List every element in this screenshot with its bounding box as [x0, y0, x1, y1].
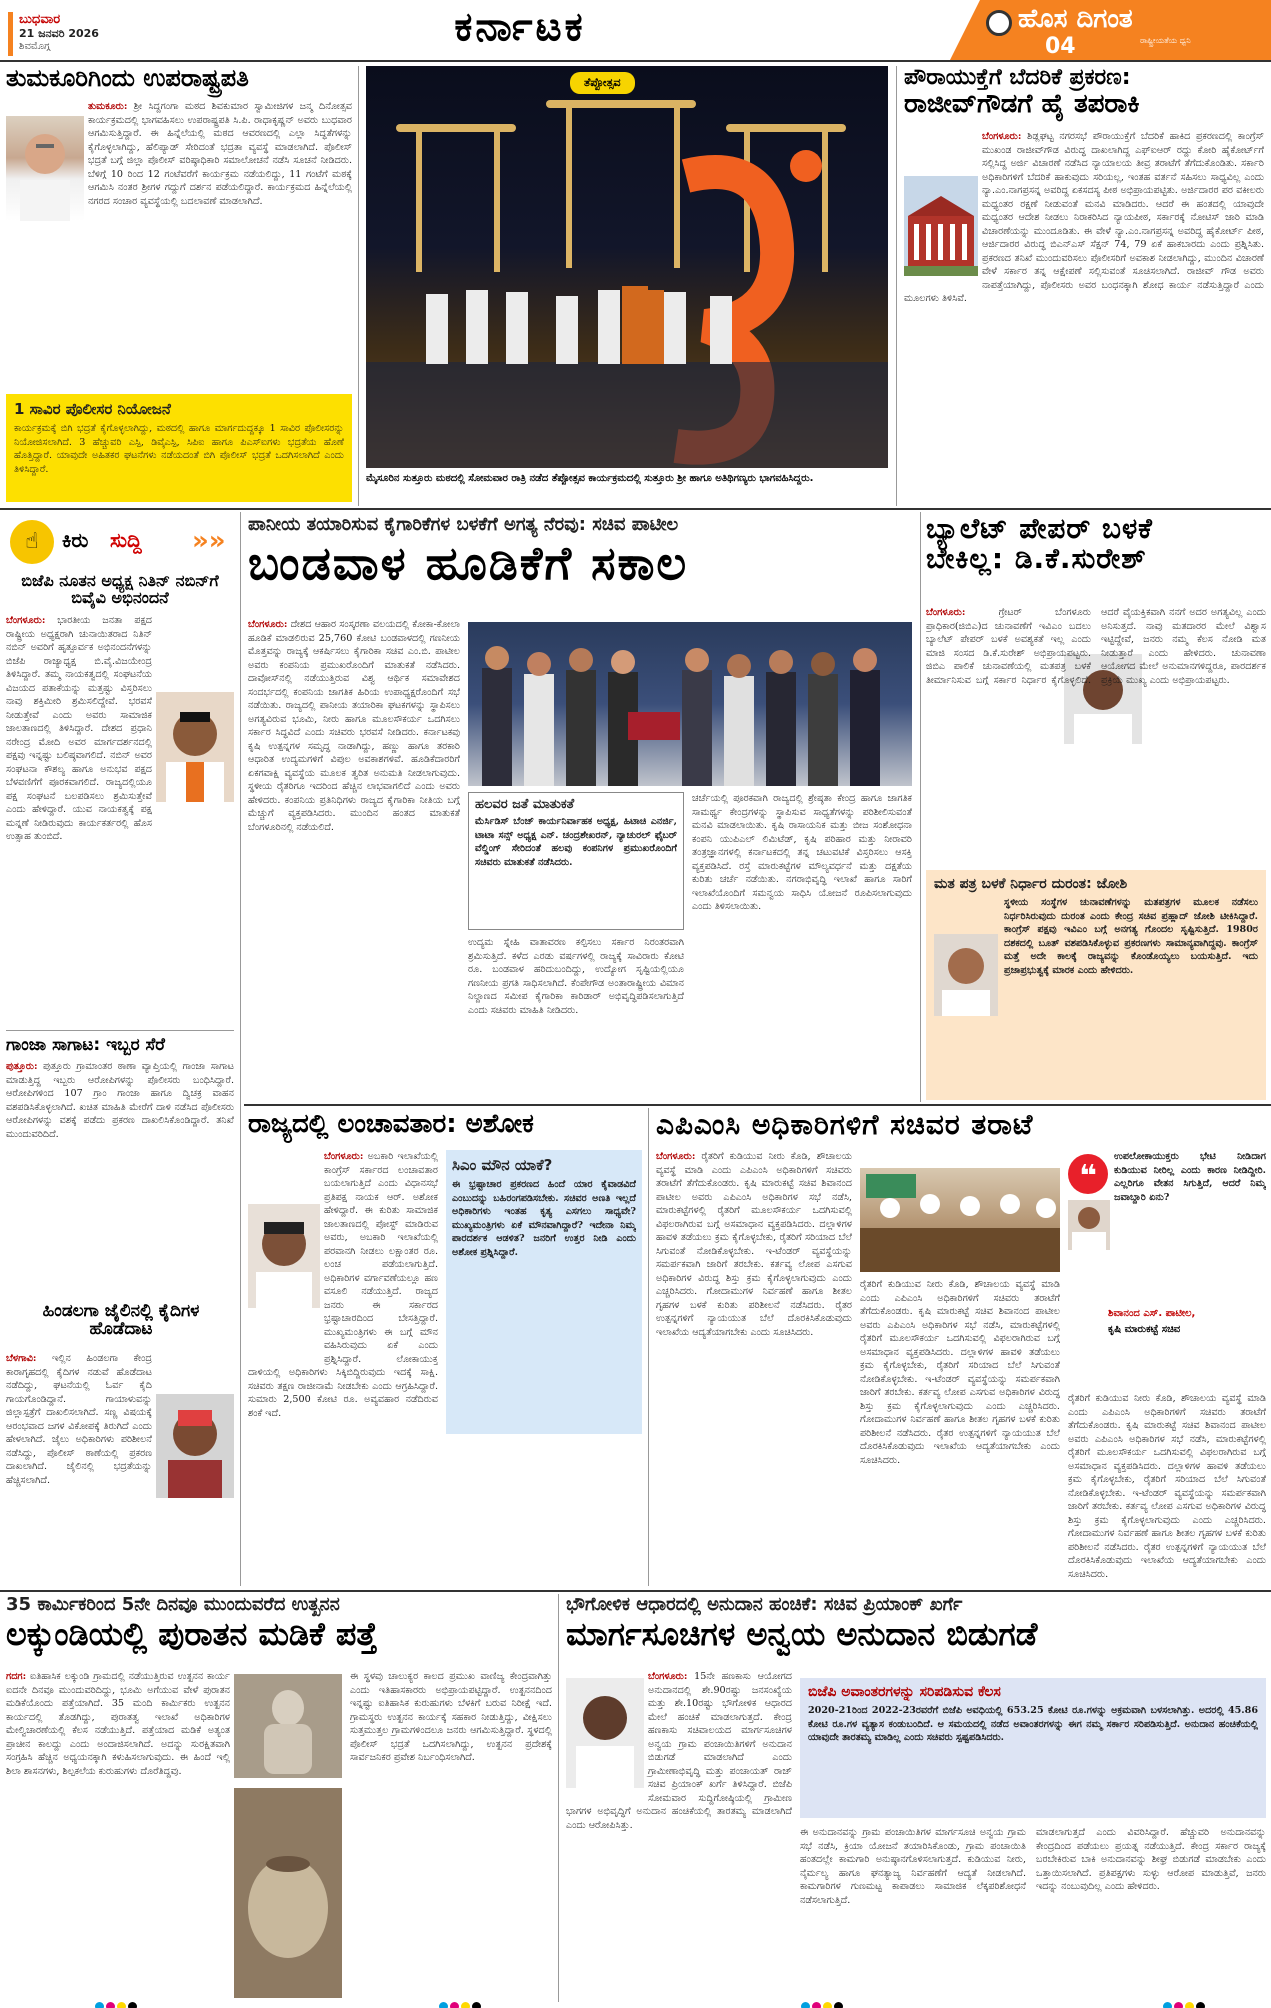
- registration-dots: [94, 1996, 138, 2008]
- registration-dots: [438, 1996, 482, 2008]
- dateline: ಬೆಂಗಳೂರು:: [656, 1151, 696, 1162]
- body-text: ಅಬಕಾರಿ ಇಲಾಖೆಯಲ್ಲಿ ಕಾಂಗ್ರೆಸ್ ಸರ್ಕಾರದ ಲಂಚಾವತಾರ ಬಯಲಾಗುತ್ತಿದೆ ಎಂದು ವಿಧಾನಸಭೆ ಪ್ರತಿಪಕ್ಷ ನಾಯಕ ಆರ್. ಅಶೋಕ ಹೇಳಿದ್ದಾರೆ. ಈ ಕುರಿತು ಸಾಮಾಜಿಕ ಜಾಲತಾಣದಲ್ಲಿ ಪೋಸ್ಟ್ ಮಾಡಿರುವ ಅವರು, ಅಬಕಾರಿ ಇಲಾಖೆಯಲ್ಲಿ ಪರವಾನಗಿ ನೀಡಲು ಲಕ್ಷಾಂತರ ರೂ. ಲಂಚ ಪಡೆಯಲಾಗುತ್ತಿದೆ. ಅಧಿಕಾರಿಗಳ ವರ್ಗಾವಣೆಯಲ್ಲೂ ಹಣ ವಸೂಲಿ ನಡೆಯುತ್ತಿದೆ. ರಾಜ್ಯದ ಜನರು ಈ ಸರ್ಕಾರದ ಭ್ರಷ್ಟಾಚಾರದಿಂದ ಬೇಸತ್ತಿದ್ದಾರೆ. ಮುಖ್ಯಮಂತ್ರಿಗಳು ಈ ಬಗ್ಗೆ ಮೌನ ವಹಿಸಿರುವುದು ಏಕೆ ಎಂದು ಪ್ರಶ್ನಿಸಿದ್ದಾರೆ. ಲೋಕಾಯುಕ್ತ ದಾಳಿಯಲ್ಲಿ ಅಧಿಕಾರಿಗಳು ಸಿಕ್ಕಿಬಿದ್ದಿರುವುದು ಇದಕ್ಕೆ ಸಾಕ್ಷಿ. ಸಚಿವರು ತಕ್ಷಣ ರಾಜೀನಾಮೆ ನೀಡಬೇಕು ಎಂದು ಆಗ್ರಹಿಸಿದ್ದಾರೆ. ಸುಮಾರು 2,500 ಕೋಟಿ ರೂ. ಅವ್ಯವಹಾರ ನಡೆದಿರುವ ಶಂಕೆ ಇದೆ.: [248, 1151, 438, 1419]
- article-body-col1: [6, 1670, 230, 2000]
- headline: ತುಮಕೂರಿಗಿಂದು ಉಪರಾಷ್ಟ್ರಪತಿ: [6, 64, 249, 92]
- article-body-col3: ಮಾಡಲಾಗುತ್ತದೆ ಎಂದು ವಿವರಿಸಿದ್ದಾರೆ. ಹೆಚ್ಚುವರಿ ಅನುದಾನವನ್ನು ಕೇಂದ್ರದಿಂದ ಪಡೆಯಲು ಪ್ರಯತ್ನ ನಡೆಯುತ್ತಿದೆ. ಕೇಂದ್ರ ಸರ್ಕಾರ ರಾಜ್ಯಕ್ಕೆ ಬರಬೇಕಿರುವ ಬಾಕಿ ಅನುದಾನವನ್ನು ಶೀಘ್ರ ಬಿಡುಗಡೆ ಮಾಡಬೇಕು ಎಂದು ಒತ್ತಾಯಿಸಲಾಗಿದೆ. ಪ್ರತಿಪಕ್ಷಗಳು ಸುಳ್ಳು ಆರೋಪ ಮಾಡುತ್ತಿವೆ, ಜನರು ಇದನ್ನು ನಂಬುವುದಿಲ್ಲ ಎಂದು ಹೇಳಿದರು.: [1036, 1827, 1266, 1892]
- article-body: [6, 100, 352, 390]
- apmc-meeting-photo: [860, 1168, 1060, 1272]
- article-lakkundi: [6, 1594, 552, 2002]
- paper-tagline: ರಾಷ್ಟ್ರೀಯತೆಯ ಧ್ವನಿ: [1140, 36, 1191, 45]
- day-label: ಬುಧವಾರ: [19, 12, 61, 27]
- photo-caption: ಮೈಸೂರಿನ ಸುತ್ತೂರು ಮಠದಲ್ಲಿ ಸೋಮವಾರ ರಾತ್ರಿ ನಡೆದ ತೆಪ್ಪೋತ್ಸವ ಕಾರ್ಯಕ್ರಮದಲ್ಲಿ ಸುತ್ತೂರು ಶ್ರೀ ಹಾಗೂ ಅತಿಥಿಗಣ್ಯರು ಭಾಗವಹಿಸಿದ್ದರು.: [366, 473, 814, 484]
- body-text: ಇಲ್ಲಿನ ಹಿಂಡಲಗಾ ಕೇಂದ್ರ ಕಾರಾಗೃಹದಲ್ಲಿ ಕೈದಿಗಳ ನಡುವೆ ಹೊಡೆದಾಟ ನಡೆದಿದ್ದು, ಘಟನೆಯಲ್ಲಿ ಓರ್ವ ಕೈದಿ ಗಾಯಗೊಂಡಿದ್ದಾನೆ. ಗಾಯಾಳುವನ್ನು ಜಿಲ್ಲಾಸ್ಪತ್ರೆಗೆ ದಾಖಲಿಸಲಾಗಿದೆ. ಸಣ್ಣ ವಿಷಯಕ್ಕೆ ಆರಂಭವಾದ ಜಗಳ ವಿಕೋಪಕ್ಕೆ ತಿರುಗಿದೆ ಎಂದು ಹೇಳಲಾಗಿದೆ. ಜೈಲು ಅಧಿಕಾರಿಗಳು ಪರಿಶೀಲನೆ ನಡೆಸಿದ್ದು, ಪೊಲೀಸ್ ಠಾಣೆಯಲ್ಲಿ ಪ್ರಕರಣ ದಾಖಲಾಗಿದೆ. ಜೈಲಿನಲ್ಲಿ ಭದ್ರತೆಯನ್ನು ಹೆಚ್ಚಿಸಲಾಗಿದೆ.: [6, 1353, 152, 1486]
- excavation-pot-photo: [234, 1788, 342, 1998]
- kicker: ಪಾನೀಯ ತಯಾರಿಸುವ ಕೈಗಾರಿಕೆಗಳ ಬಳಕೆಗೆ ಅಗತ್ಯ ನೆರವು: ಸಚಿವ ಪಾಟೀಲ: [248, 514, 679, 535]
- registration-dots: [1162, 1996, 1206, 2008]
- dateline: ಬೆಂಗಳೂರು:: [248, 619, 288, 630]
- sculpture-icon: [234, 1674, 342, 1778]
- box-text: ಈ ಭ್ರಷ್ಟಾಚಾರ ಪ್ರಕರಣದ ಹಿಂದೆ ಯಾರ ಕೈವಾಡವಿದೆ ಎಂಬುದನ್ನು ಬಹಿರಂಗಪಡಿಸಬೇಕು. ಸಚಿವರ ಅಣತಿ ಇಲ್ಲದೆ ಅಧಿಕಾರಿಗಳು ಇಂತಹ ಕೃತ್ಯ ಎಸಗಲು ಸಾಧ್ಯವೇ? ಮುಖ್ಯಮಂತ್ರಿಗಳು ಏಕೆ ಮೌನವಾಗಿದ್ದಾರೆ? ಇದೇನಾ ನಿಮ್ಮ ಪಾರದರ್ಶಕ ಆಡಳಿತ? ಜನರಿಗೆ ಉತ್ತರ ನೀಡಿ ಎಂದು ಅಶೋಕ ಪ್ರಶ್ನಿಸಿದ್ದಾರೆ.: [452, 1179, 636, 1258]
- article-body-col1: [248, 618, 460, 1100]
- chevrons-icon: »»: [192, 526, 226, 556]
- article-body: [248, 1150, 438, 1586]
- box-body-text: ಸ್ಥಳೀಯ ಸಂಸ್ಥೆಗಳ ಚುನಾವಣೆಗಳನ್ನು ಮತಪತ್ರಗಳ ಮೂಲಕ ನಡೆಸಲು ನಿರ್ಧರಿಸಿರುವುದು ದುರಂತ ಎಂದು ಕೇಂದ್ರ ಸಚಿವ ಪ್ರಹ್ಲಾದ್ ಜೋಶಿ ಟೀಕಿಸಿದ್ದಾರೆ. ಕಾಂಗ್ರೆಸ್ ಪಕ್ಷವು ಇವಿಎಂ ಬಗ್ಗೆ ಅನಗತ್ಯ ಗೊಂದಲ ಸೃಷ್ಟಿಸುತ್ತಿದೆ. 1980ರ ದಶಕದಲ್ಲಿ ಬೂತ್ ವಶಪಡಿಸಿಕೊಳ್ಳುವ ಪ್ರಕರಣಗಳು ಸಾಮಾನ್ಯವಾಗಿದ್ದವು. ಕಾಂಗ್ರೆಸ್ ಮತ್ತೆ ಅದೇ ಕಾಲಕ್ಕೆ ರಾಜ್ಯವನ್ನು ಕೊಂಡೊಯ್ಯಲು ಬಯಸುತ್ತಿದೆ. ಇದು ಪ್ರಜಾಪ್ರಭುತ್ವಕ್ಕೆ ಮಾರಕ ಎಂದು ಹೇಳಿದರು.: [1004, 897, 1258, 976]
- headline: ಲಕ್ಕುಂಡಿಯಲ್ಲಿ ಪುರಾತನ ಮಡಿಕೆ ಪತ್ತೆ: [6, 1615, 378, 1653]
- dateline: ಬೆಳಗಾವಿ:: [6, 1353, 37, 1364]
- police-box: [6, 394, 352, 502]
- box-title: ಬಿಜೆಪಿ ಅವಾಂತರಗಳನ್ನು ಸರಿಪಡಿಸುವ ಕೆಲಸ: [808, 1684, 1001, 1700]
- pointing-hand-icon: ☝: [10, 520, 54, 564]
- body-text: ರೈತರಿಗೆ ಕುಡಿಯುವ ನೀರು ಕೊಡಿ, ಶೌಚಾಲಯ ವ್ಯವಸ್ಥೆ ಮಾಡಿ ಎಂದು ಎಪಿಎಂಸಿ ಅಧಿಕಾರಿಗಳಿಗೆ ಸಚಿವರು ತರಾಟೆಗೆ ತೆಗೆದುಕೊಂಡರು. ಕೃಷಿ ಮಾರುಕಟ್ಟೆ ಸಚಿವ ಶಿವಾನಂದ ಪಾಟೀಲ ಅವರು ಎಪಿಎಂಸಿ ಅಧಿಕಾರಿಗಳ ಸಭೆ ನಡೆಸಿ, ಮಾರುಕಟ್ಟೆಗಳಲ್ಲಿ ರೈತರಿಗೆ ಮೂಲಸೌಕರ್ಯ ಒದಗಿಸುವಲ್ಲಿ ವಿಫಲರಾಗಿರುವ ಬಗ್ಗೆ ಅಸಮಾಧಾನ ವ್ಯಕ್ತಪಡಿಸಿದರು. ದಲ್ಲಾಳಿಗಳ ಹಾವಳಿ ತಡೆಯಲು ಕ್ರಮ ಕೈಗೊಳ್ಳಬೇಕು, ರೈತರಿಗೆ ಸರಿಯಾದ ಬೆಲೆ ಸಿಗುವಂತೆ ನೋಡಿಕೊಳ್ಳಬೇಕು. ಇ-ಟೆಂಡರ್ ವ್ಯವಸ್ಥೆಯನ್ನು ಸಮರ್ಪಕವಾಗಿ ಜಾರಿಗೆ ತರಬೇಕು. ಕರ್ತವ್ಯ ಲೋಪ ಎಸಗುವ ಅಧಿಕಾರಿಗಳ ವಿರುದ್ಧ ಶಿಸ್ತು ಕ್ರಮ ಕೈಗೊಳ್ಳಲಾಗುವುದು ಎಂದು ಎಚ್ಚರಿಸಿದರು. ಗೋದಾಮುಗಳ ನಿರ್ವಹಣೆ ಹಾಗೂ ಶೀತಲ ಗೃಹಗಳ ಬಳಕೆ ಕುರಿತು ಪರಿಶೀಲನೆ ನಡೆಸಿದರು. ರೈತರ ಉತ್ಪನ್ನಗಳಿಗೆ ನ್ಯಾಯಯುತ ಬೆಲೆ ದೊರಕಿಸಿಕೊಡುವುದು ಇಲಾಖೆಯ ಆದ್ಯತೆಯಾಗಬೇಕು ಎಂದು ಸೂಚಿಸಿದರು.: [656, 1151, 852, 1338]
- dateline: ಗದಗ:: [6, 1671, 27, 1682]
- kiru-suddi-banner: [6, 520, 234, 564]
- person-icon: [1068, 1200, 1110, 1250]
- headline-line1: ಪೌರಾಯುಕ್ತೆಗೆ ಬೆದರಿಕೆ ಪ್ರಕರಣ:: [904, 65, 1131, 90]
- brief-headline-3: ಹಿಂಡಲಗಾ ಜೈಲಿನಲ್ಲಿ ಕೈದಿಗಳ ಹೊಡೆದಾಟ: [42, 1301, 200, 1340]
- box-title: ಮತ ಪತ್ರ ಬಳಕೆ ನಿರ್ಧಾರ ದುರಂತ: ಜೋಶಿ: [934, 876, 1128, 892]
- box-title: ಸಿಎಂ ಮೌನ ಯಾಕೆ?: [452, 1156, 553, 1174]
- page-number: 04: [1045, 34, 1076, 59]
- body-text: ಭಾರತೀಯ ಜನತಾ ಪಕ್ಷದ ರಾಷ್ಟ್ರೀಯ ಅಧ್ಯಕ್ಷರಾಗಿ ಚುನಾಯಿತರಾದ ನಿತಿನ್ ನಬಿನ್ ಅವರಿಗೆ ಹೃತ್ಪೂರ್ವಕ ಅಭಿನಂದನೆಗಳನ್ನು ಬಿಜೆಪಿ ರಾಜ್ಯಾಧ್ಯಕ್ಷ ಬಿ.ವೈ.ವಿಜಯೇಂದ್ರ ತಿಳಿಸಿದ್ದಾರೆ. ತಮ್ಮ ನಾಯಕತ್ವದಲ್ಲಿ ಸಂಘಟನೆಯ ವಿಜಯದ ಪತಾಕೆಯನ್ನು ಮತ್ತಷ್ಟು ವಿಸ್ತರಿಸಲು ನಾವು ಶಕ್ತಿಮೀರಿ ಶ್ರಮಿಸಲಿದ್ದೇವೆ. ಭರವಸೆ ನೀಡುತ್ತೇವೆ ಎಂದು ಅವರು ಸಾಮಾಜಿಕ ಜಾಲತಾಣದಲ್ಲಿ ತಿಳಿಸಿದ್ದಾರೆ. ದೇಶದ ಪ್ರಧಾನಿ ನರೇಂದ್ರ ಮೋದಿ ಅವರ ಮಾರ್ಗದರ್ಶನದಲ್ಲಿ ಪಕ್ಷವು ಇನ್ನಷ್ಟು ಬಲಿಷ್ಠವಾಗಲಿದೆ. ನಬಿನ್ ಅವರ ಸಂಘಟನಾ ಕೌಶಲ್ಯ ಹಾಗೂ ಅನುಭವ ಪಕ್ಷದ ಬೆಳವಣಿಗೆಗೆ ಪೂರಕವಾಗಲಿದೆ. ರಾಜ್ಯದಲ್ಲಿಯೂ ಪಕ್ಷ ಸಂಘಟನೆ ಬಲಪಡಿಸಲು ಶ್ರಮಿಸುತ್ತೇವೆ ಎಂದು ಹೇಳಿದ್ದಾರೆ. ಯುವ ನಾಯಕತ್ವಕ್ಕೆ ಪಕ್ಷ ಮನ್ನಣೆ ನೀಡಿರುವುದು ಕಾರ್ಯಕರ್ತರಲ್ಲಿ ಹೊಸ ಉತ್ಸಾಹ ತುಂಬಿದೆ.: [6, 615, 152, 842]
- article-body-col1: [566, 1670, 792, 2000]
- pralhad-joshi-photo: [934, 934, 998, 1016]
- body-text: ಶ್ರೀ ಸಿದ್ದಗಂಗಾ ಮಠದ ಶಿವಕುಮಾರ ಸ್ವಾಮೀಜಿಗಳ ಜನ್ಮ ದಿನೋತ್ಸವ ಕಾರ್ಯಕ್ರಮದಲ್ಲಿ ಭಾಗವಹಿಸಲು ಉಪರಾಷ್ಟ್ರಪತಿ ಸಿ.ಪಿ. ರಾಧಾಕೃಷ್ಣನ್ ಅವರು ಬುಧವಾರ ಆಗಮಿಸುತ್ತಿದ್ದಾರೆ. ಈ ಹಿನ್ನೆಲೆಯಲ್ಲಿ ಮಠದ ಆವರಣದಲ್ಲಿ ಎಲ್ಲಾ ಸಿದ್ಧತೆಗಳನ್ನು ಕೈಗೊಳ್ಳಲಾಗಿದ್ದು, ಹೆಲಿಪ್ಯಾಡ್ ಸೇರಿದಂತೆ ಭದ್ರತಾ ವ್ಯವಸ್ಥೆ ಮಾಡಲಾಗಿದೆ. ಪೊಲೀಸ್ ಭದ್ರತೆ ಬಗ್ಗೆ ಜಿಲ್ಲಾ ಪೊಲೀಸ್ ವರಿಷ್ಠಾಧಿಕಾರಿ ಸಮಾಲೋಚನೆ ನಡೆಸಿ ಸೂಚನೆ ನೀಡಿದರು. ಬೆಳಿಗ್ಗೆ 10 ರಿಂದ 12 ಗಂಟೆವರೆಗೆ ಕಾರ್ಯಕ್ರಮ ನಡೆಯಲಿದ್ದು, 11 ಗಂಟೆಗೆ ಮಠಕ್ಕೆ ಆಗಮಿಸಿ ನಂತರ ಶ್ರೀಗಳ ಗದ್ದುಗೆ ದರ್ಶನ ಪಡೆಯಲಿದ್ದಾರೆ. ಕಾರ್ಯಕ್ರಮದ ಹಿನ್ನೆಲೆಯಲ್ಲಿ ನಗರದ ಸಂಚಾರ ವ್ಯವಸ್ಥೆಯಲ್ಲಿ ಬದಲಾವಣೆ ಮಾಡಲಾಗಿದೆ.: [88, 101, 352, 207]
- brief-body-3: [6, 1352, 234, 1584]
- article-body-col1: [656, 1150, 852, 1586]
- logo-emblem-icon: [986, 10, 1012, 36]
- bjp-box: [800, 1678, 1266, 1818]
- feature-badge: ತೆಪ್ಪೋತ್ಸವ: [570, 72, 635, 94]
- kicker: ಭೌಗೋಳಿಕ ಆಧಾರದಲ್ಲಿ ಅನುದಾನ ಹಂಚಿಕೆ: ಸಚಿವ ಪ್ರಿಯಾಂಕ್ ಖರ್ಗೆ: [566, 1594, 963, 1615]
- dateline: ಬೆಂಗಳೂರು:: [6, 615, 46, 626]
- box-title: 1 ಸಾವಿರ ಪೊಲೀಸರ ನಿಯೋಜನೆ: [14, 400, 171, 418]
- registration-dots: [800, 1996, 844, 2008]
- article-grant: [566, 1594, 1266, 2002]
- talks-box: [468, 792, 684, 930]
- davos-meeting-photo: [468, 622, 912, 786]
- quote-text: ಉಪಲೋಕಾಯುಕ್ತರು ಭೇಟಿ ನೀಡಿದಾಗ ಕುಡಿಯುವ ನೀರಿಲ್ಲ ಎಂದು ಕಾರಣ ನೀಡಿದ್ದೀರಿ. ಎಲ್ಲರಿಗೂ ವೇತನ ಸಿಗುತ್ತಿದೆ, ಆದರೆ ನಿಮ್ಮ ಜವಾಬ್ದಾರಿ ಏನು?: [1114, 1151, 1266, 1203]
- body-text: ಐತಿಹಾಸಿಕ ಲಕ್ಕುಂಡಿ ಗ್ರಾಮದಲ್ಲಿ ನಡೆಯುತ್ತಿರುವ ಉತ್ಖನನ ಕಾರ್ಯ ಐದನೇ ದಿನವೂ ಮುಂದುವರಿದಿದ್ದು, ಭೂಮಿ ಅಗೆಯುವ ವೇಳೆ ಪುರಾತನ ಮಡಿಕೆಯೊಂದು ಪತ್ತೆಯಾಗಿದೆ. 35 ಮಂದಿ ಕಾರ್ಮಿಕರು ಉತ್ಖನನ ಕಾರ್ಯದಲ್ಲಿ ತೊಡಗಿದ್ದು, ಪುರಾತತ್ವ ಇಲಾಖೆ ಅಧಿಕಾರಿಗಳ ಮೇಲ್ವಿಚಾರಣೆಯಲ್ಲಿ ಕೆಲಸ ನಡೆಯುತ್ತಿದೆ. ಪತ್ತೆಯಾದ ಮಡಿಕೆ ಅತ್ಯಂತ ಪ್ರಾಚೀನ ಕಾಲದ್ದು ಎಂದು ಅಂದಾಜಿಸಲಾಗಿದೆ. ಅದನ್ನು ಸುರಕ್ಷಿತವಾಗಿ ಸಂಗ್ರಹಿಸಿ ಹೆಚ್ಚಿನ ಅಧ್ಯಯನಕ್ಕಾಗಿ ಕಳುಹಿಸಲಾಗುವುದು. ಈ ಹಿಂದೆ ಇಲ್ಲಿ ಶಿಲಾ ಶಾಸನಗಳು, ಶಿಲ್ಪಕಲೆಯ ಕುರುಹುಗಳು ದೊರೆತಿದ್ದವು.: [6, 1671, 230, 1777]
- body-text: ದೇಶದ ಆಹಾರ ಸಂಸ್ಕರಣಾ ವಲಯದಲ್ಲಿ ಕೋಕಾ-ಕೋಲಾ ಹೂಡಿಕೆ ಮಾಡಲಿರುವ 25,760 ಕೋಟಿ ಬಂಡವಾಳದಲ್ಲಿ ಗಣನೀಯ ಮೊತ್ತವನ್ನು ರಾಜ್ಯಕ್ಕೆ ಆಕರ್ಷಿಸಲು ಕೈಗಾರಿಕಾ ಸಚಿವ ಎಂ.ಬಿ. ಪಾಟೀಲ ಅವರು ಕಂಪನಿಯ ಪ್ರಮುಖರೊಂದಿಗೆ ಮಾತುಕತೆ ನಡೆಸಿದರು. ದಾವೋಸ್‌ನಲ್ಲಿ ನಡೆಯುತ್ತಿರುವ ವಿಶ್ವ ಆರ್ಥಿಕ ಸಮಾವೇಶದ ಸಂದರ್ಭದಲ್ಲಿ ಕಂಪನಿಯ ಜಾಗತಿಕ ಹಿರಿಯ ಉಪಾಧ್ಯಕ್ಷರೊಂದಿಗೆ ಸಭೆ ನಡೆಯಿತು. ರಾಜ್ಯದಲ್ಲಿ ಪಾನೀಯ ತಯಾರಿಕಾ ಘಟಕಗಳನ್ನು ಸ್ಥಾಪಿಸಲು ಅಗತ್ಯವಿರುವ ಭೂಮಿ, ನೀರು ಹಾಗೂ ಮೂಲಸೌಕರ್ಯ ಒದಗಿಸಲು ಸರ್ಕಾರ ಸಿದ್ಧವಿದೆ ಎಂದು ಸಚಿವರು ಭರವಸೆ ನೀಡಿದರು. ಕರ್ನಾಟಕವು ಕೃಷಿ ಉತ್ಪನ್ನಗಳ ಸಮೃದ್ಧ ನಾಡಾಗಿದ್ದು, ಹಣ್ಣು ಹಾಗೂ ತರಕಾರಿ ಆಧಾರಿತ ಉದ್ಯಮಗಳಿಗೆ ವಿಪುಲ ಅವಕಾಶಗಳಿವೆ. ಹೂಡಿಕೆದಾರರಿಗೆ ಏಕಗವಾಕ್ಷಿ ವ್ಯವಸ್ಥೆಯ ಮೂಲಕ ತ್ವರಿತ ಅನುಮತಿ ನೀಡಲಾಗುವುದು. ಸ್ಥಳೀಯ ರೈತರಿಗೂ ಇದರಿಂದ ಹೆಚ್ಚಿನ ಲಾಭವಾಗಲಿದೆ ಎಂದು ಅವರು ಹೇಳಿದರು. ಕಂಪನಿಯ ಪ್ರತಿನಿಧಿಗಳು ರಾಜ್ಯದ ಕೈಗಾರಿಕಾ ನೀತಿಯ ಬಗ್ಗೆ ಮೆಚ್ಚುಗೆ ವ್ಯಕ್ತಪಡಿಸಿದರು. ಮುಂದಿನ ಹಂತದ ಮಾತುಕತೆ ಬೆಂಗಳೂರಿನಲ್ಲಿ ನಡೆಯಲಿದೆ.: [248, 619, 460, 833]
- article-body-col3: ರೈತರಿಗೆ ಕುಡಿಯುವ ನೀರು ಕೊಡಿ, ಶೌಚಾಲಯ ವ್ಯವಸ್ಥೆ ಮಾಡಿ ಎಂದು ಎಪಿಎಂಸಿ ಅಧಿಕಾರಿಗಳಿಗೆ ಸಚಿವರು ತರಾಟೆಗೆ ತೆಗೆದುಕೊಂಡರು. ಕೃಷಿ ಮಾರುಕಟ್ಟೆ ಸಚಿವ ಶಿವಾನಂದ ಪಾಟೀಲ ಅವರು ಎಪಿಎಂಸಿ ಅಧಿಕಾರಿಗಳ ಸಭೆ ನಡೆಸಿ, ಮಾರುಕಟ್ಟೆಗಳಲ್ಲಿ ರೈತರಿಗೆ ಮೂಲಸೌಕರ್ಯ ಒದಗಿಸುವಲ್ಲಿ ವಿಫಲರಾಗಿರುವ ಬಗ್ಗೆ ಅಸಮಾಧಾನ ವ್ಯಕ್ತಪಡಿಸಿದರು. ದಲ್ಲಾಳಿಗಳ ಹಾವಳಿ ತಡೆಯಲು ಕ್ರಮ ಕೈಗೊಳ್ಳಬೇಕು, ರೈತರಿಗೆ ಸರಿಯಾದ ಬೆಲೆ ಸಿಗುವಂತೆ ನೋಡಿಕೊಳ್ಳಬೇಕು. ಇ-ಟೆಂಡರ್ ವ್ಯವಸ್ಥೆಯನ್ನು ಸಮರ್ಪಕವಾಗಿ ಜಾರಿಗೆ ತರಬೇಕು. ಕರ್ತವ್ಯ ಲೋಪ ಎಸಗುವ ಅಧಿಕಾರಿಗಳ ವಿರುದ್ಧ ಶಿಸ್ತು ಕ್ರಮ ಕೈಗೊಳ್ಳಲಾಗುವುದು ಎಂದು ಎಚ್ಚರಿಸಿದರು. ಗೋದಾಮುಗಳ ನಿರ್ವಹಣೆ ಹಾಗೂ ಶೀತಲ ಗೃಹಗಳ ಬಳಕೆ ಕುರಿತು ಪರಿಶೀಲನೆ ನಡೆಸಿದರು. ರೈತರ ಉತ್ಪನ್ನಗಳಿಗೆ ನ್ಯಾಯಯುತ ಬೆಲೆ ದೊರಕಿಸಿಕೊಡುವುದು ಇಲಾಖೆಯ ಆದ್ಯತೆಯಾಗಬೇಕು ಎಂದು ಸೂಚಿಸಿದರು.: [1068, 1393, 1266, 1580]
- section-title: ಕರ್ನಾಟಕ: [454, 4, 586, 50]
- joshi-box: [926, 870, 1266, 1100]
- box-text: 2020-21ರಿಂದ 2022-23ರವರೆಗೆ ಬಿಜೆಪಿ ಅವಧಿಯಲ್ಲಿ 653.25 ಕೋಟಿ ರೂ.ಗಳನ್ನು ಅಕ್ರಮವಾಗಿ ಬಳಸಲಾಗಿತ್ತು. ಅದರಲ್ಲಿ 45.86 ಕೋಟಿ ರೂ.ಗಳ ವ್ಯತ್ಯಾಸ ಕಂಡುಬಂದಿದೆ. ಆ ಸಮಯದಲ್ಲಿ ನಡೆದ ಅವಾಂತರಗಳನ್ನು ಈಗ ನಮ್ಮ ಸರ್ಕಾರ ಸರಿಪಡಿಸುತ್ತಿದೆ. ಅನುದಾನ ಹಂಚಿಕೆಯಲ್ಲಿ ಯಾವುದೇ ತಾರತಮ್ಯ ಮಾಡಿಲ್ಲ ಎಂದು ಸಚಿವರು ಸ್ಪಷ್ಟಪಡಿಸಿದರು.: [808, 1705, 1258, 1743]
- brief-headline-2: ಗಾಂಜಾ ಸಾಗಾಟ: ಇಬ್ಬರ ಸೆರೆ: [6, 1035, 165, 1055]
- meeting-icon: [860, 1168, 1060, 1272]
- headline: ರಾಜ್ಯದಲ್ಲಿ ಲಂಚಾವತಾರ: ಅಶೋಕ: [248, 1109, 534, 1139]
- article-rajeev-gowda: [904, 66, 1264, 506]
- pot-icon: [234, 1788, 342, 1998]
- short-news-column: [6, 514, 234, 1588]
- headline: ಬಂಡವಾಳ ಹೂಡಿಕೆಗೆ ಸಕಾಲ: [248, 536, 689, 590]
- kicker: 35 ಕಾರ್ಮಿಕರಿಂದ 5ನೇ ದಿನವೂ ಮುಂದುವರೆದ ಉತ್ಖನನ: [6, 1594, 340, 1615]
- brief-body-1: [6, 614, 234, 1026]
- article-body-col2: ಉದ್ಯಮ ಸ್ನೇಹಿ ವಾತಾವರಣ ಕಲ್ಪಿಸಲು ಸರ್ಕಾರ ನಿರಂತರವಾಗಿ ಶ್ರಮಿಸುತ್ತಿದೆ. ಕಳೆದ ಎರಡು ವರ್ಷಗಳಲ್ಲಿ ರಾಜ್ಯಕ್ಕೆ ಸಾವಿರಾರು ಕೋಟಿ ರೂ. ಬಂಡವಾಳ ಹರಿದುಬಂದಿದ್ದು, ಉದ್ಯೋಗ ಸೃಷ್ಟಿಯಲ್ಲಿಯೂ ಗಣನೀಯ ಪ್ರಗತಿ ಸಾಧಿಸಲಾಗಿದೆ. ಕೆಂಪೇಗೌಡ ಅಂತಾರಾಷ್ಟ್ರೀಯ ವಿಮಾನ ನಿಲ್ದಾಣದ ಸಮೀಪ ಕೈಗಾರಿಕಾ ಕಾರಿಡಾರ್ ಅಭಿವೃದ್ಧಿಪಡಿಸಲಾಗುತ್ತಿದೆ ಎಂದು ಸಚಿವರು ಮಾಹಿತಿ ನೀಡಿದರು.: [468, 937, 684, 1016]
- masthead: [0, 0, 1271, 62]
- headline: ಮಾರ್ಗಸೂಚಿಗಳ ಅನ್ವಯ ಅನುದಾನ ಬಿಡುಗಡೆ: [566, 1615, 1038, 1653]
- person-icon: [934, 934, 998, 1016]
- dateline: ತುಮಕೂರು:: [88, 101, 128, 112]
- box-text: ಕಾರ್ಯಕ್ರಮಕ್ಕೆ ಬಿಗಿ ಭದ್ರತೆ ಕೈಗೊಳ್ಳಲಾಗಿದ್ದು, ಮಠದಲ್ಲಿ ಹಾಗೂ ಮಾರ್ಗದುದ್ದಕ್ಕೂ 1 ಸಾವಿರ ಪೊಲೀಸರನ್ನು ನಿಯೋಜಿಸಲಾಗಿದೆ. 3 ಹೆಚ್ಚುವರಿ ಎಸ್ಪಿ, ಡಿವೈಎಸ್ಪಿ, ಸಿಪಿಐ ಹಾಗೂ ಪಿಎಸ್ಐಗಳು ಭದ್ರತೆಯ ಹೊಣೆ ಹೊತ್ತಿದ್ದಾರೆ. ಯಾವುದೇ ಅಹಿತಕರ ಘಟನೆಗಳು ನಡೆಯದಂತೆ ಬಿಗಿ ಪೊಲೀಸ್ ಭದ್ರತೆ ಒದಗಿಸಲಾಗಿದೆ ಎಂದು ತಿಳಿಸಿದ್ದಾರೆ.: [14, 423, 344, 475]
- article-ballot-paper: [926, 514, 1266, 1102]
- dateline: ಬೆಂಗಳೂರು:: [324, 1151, 364, 1162]
- teppotsava-feature: [366, 66, 888, 506]
- date-block: [8, 12, 168, 56]
- quote-author: ಶಿವಾನಂದ ಎಸ್. ಪಾಟೀಲ,: [1108, 1308, 1196, 1319]
- article-body-col2: ಈ ಸ್ಥಳವು ಚಾಲುಕ್ಯರ ಕಾಲದ ಪ್ರಮುಖ ವಾಣಿಜ್ಯ ಕೇಂದ್ರವಾಗಿತ್ತು ಎಂದು ಇತಿಹಾಸಕಾರರು ಅಭಿಪ್ರಾಯಪಟ್ಟಿದ್ದಾರೆ. ಉತ್ಖನನದಿಂದ ಇನ್ನಷ್ಟು ಐತಿಹಾಸಿಕ ಕುರುಹುಗಳು ಬೆಳಕಿಗೆ ಬರುವ ನಿರೀಕ್ಷೆ ಇದೆ. ಗ್ರಾಮಸ್ಥರು ಉತ್ಖನನ ಕಾರ್ಯಕ್ಕೆ ಸಹಕಾರ ನೀಡುತ್ತಿದ್ದು, ವೀಕ್ಷಿಸಲು ಸುತ್ತಮುತ್ತಲ ಗ್ರಾಮಗಳಿಂದಲೂ ಜನರು ಆಗಮಿಸುತ್ತಿದ್ದಾರೆ. ಸ್ಥಳದಲ್ಲಿ ಪೊಲೀಸ್ ಭದ್ರತೆ ಒದಗಿಸಲಾಗಿದ್ದು, ಉತ್ಖನನ ಪ್ರದೇಶಕ್ಕೆ ಸಾರ್ವಜನಿಕರ ಪ್ರವೇಶ ನಿರ್ಬಂಧಿಸಲಾಗಿದೆ.: [350, 1671, 552, 1763]
- date-label: 21 ಜನವರಿ 2026: [19, 27, 99, 40]
- group-photo-icon: [468, 622, 912, 786]
- article-investment: [248, 514, 912, 1102]
- article-vice-president: [6, 66, 352, 506]
- body-text: ಗ್ರೇಟರ್ ಬೆಂಗಳೂರು ಪ್ರಾಧಿಕಾರ(ಜಿಬಿಎ)ದ ಚುನಾವಣೆಗೆ ಇವಿಎಂ ಬದಲು ಬ್ಯಾಲೆಟ್ ಪೇಪರ್ ಬಳಕೆ ಅವಶ್ಯಕತೆ ಇಲ್ಲ ಎಂದು ಮಾಜಿ ಸಂಸದ ಡಿ.ಕೆ.ಸುರೇಶ್ ಅಭಿಪ್ರಾಯಪಟ್ಟರು. ಜಿಬಿಎ ಪಾಲಿಕೆ ಚುನಾವಣೆಯಲ್ಲಿ ಮತಪತ್ರ ಬಳಕೆ ತೀರ್ಮಾನಿಸುವ ಬಗ್ಗೆ ಸರ್ಕಾರ ನಿರ್ಧಾರ ಕೈಗೊಳ್ಳಲಿದೆ. ಆದರೆ ವೈಯಕ್ತಿಕವಾಗಿ ನನಗೆ ಅದರ ಅಗತ್ಯವಿಲ್ಲ ಎಂದು ಅನಿಸುತ್ತದೆ. ನಾವು ಮತದಾರರ ಮೇಲೆ ವಿಶ್ವಾಸ ಇಟ್ಟಿದ್ದೇವೆ, ಜನರು ನಮ್ಮ ಕೆಲಸ ನೋಡಿ ಮತ ನೀಡುತ್ತಾರೆ ಎಂದು ಹೇಳಿದರು. ಚುನಾವಣಾ ಆಯೋಗದ ಮೇಲೆ ಅನುಮಾನಗಳಿದ್ದರೂ, ಪಾರದರ್ಶಕ ಪ್ರಕ್ರಿಯೆ ಮುಖ್ಯ ಎಂದು ಅಭಿಪ್ರಾಯಪಟ್ಟರು.: [926, 607, 1266, 686]
- headline-line1: ಬ್ಯಾಲೆಟ್ ಪೇಪರ್ ಬಳಕೆ: [926, 512, 1153, 545]
- place-label: ಶಿವಮೊಗ್ಗ: [19, 41, 51, 52]
- quote-role: ಕೃಷಿ ಮಾರುಕಟ್ಟೆ ಸಚಿವ: [1108, 1324, 1181, 1335]
- box-text: ಮೆರ್ಸಿಡಿಸ್ ಬೆಂಜ್ ಕಾರ್ಯನಿರ್ವಾಹಕ ಅಧ್ಯಕ್ಷ, ಹಿಟಾಚಿ ಎನರ್ಜಿ, ಟಾಟಾ ಸನ್ಸ್ ಅಧ್ಯಕ್ಷ ಎನ್. ಚಂದ್ರಶೇಖರನ್, ನ್ಯಾಚುರಲ್ ಫೈಬರ್ ವೆಲ್ಡಿಂಗ್ ಸೇರಿದಂತೆ ಹಲವು ಕಂಪನಿಗಳ ಪ್ರಮುಖರೊಂದಿಗೆ ಸಚಿವರು ಮಾತುಕತೆ ನಡೆಸಿದರು.: [475, 816, 677, 868]
- banner-label: ಕಿರು: [62, 528, 89, 552]
- article-body: [926, 606, 1266, 866]
- body-text: 15ನೇ ಹಣಕಾಸು ಆಯೋಗದ ಅನುದಾನದಲ್ಲಿ ಶೇ.90ರಷ್ಟು ಜನಸಂಖ್ಯೆಯ ಮತ್ತು ಶೇ.10ರಷ್ಟು ಭೌಗೋಳಿಕ ಆಧಾರದ ಮೇಲೆ ಹಂಚಿಕೆ ಮಾಡಲಾಗುತ್ತದೆ. ಕೇಂದ್ರ ಹಣಕಾಸು ಸಚಿವಾಲಯದ ಮಾರ್ಗಸೂಚಿಗಳ ಅನ್ವಯ ಗ್ರಾಮ ಪಂಚಾಯಿತಿಗಳಿಗೆ ಅನುದಾನ ಬಿಡುಗಡೆ ಮಾಡಲಾಗಿದೆ ಎಂದು ಗ್ರಾಮೀಣಾಭಿವೃದ್ಧಿ ಮತ್ತು ಪಂಚಾಯತ್ ರಾಜ್ ಸಚಿವ ಪ್ರಿಯಾಂಕ್ ಖರ್ಗೆ ತಿಳಿಸಿದ್ದಾರೆ. ಬಿಜೆಪಿ ಸೋಮವಾರ ಸುದ್ದಿಗೋಷ್ಠಿಯಲ್ಲಿ ಗ್ರಾಮೀಣ ಭಾಗಗಳ ಅಭಿವೃದ್ಧಿಗೆ ಅನುದಾನ ಹಂಚಿಕೆಯಲ್ಲಿ ತಾರತಮ್ಯ ಮಾಡಲಾಗಿದೆ ಎಂದು ಆರೋಪಿಸಿತ್ತು.: [566, 1671, 792, 1831]
- box-title: ಹಲವರ ಜತೆ ಮಾತುಕತೆ: [475, 797, 575, 812]
- shivananda-patil-photo: [1068, 1200, 1110, 1250]
- teppotsava-photo: [366, 66, 888, 468]
- cm-silence-box: [446, 1150, 642, 1434]
- dateline: ಬೆಂಗಳೂರು:: [982, 131, 1022, 142]
- body-text: ಪುತ್ತೂರು ಗ್ರಾಮಾಂತರ ಠಾಣಾ ವ್ಯಾಪ್ತಿಯಲ್ಲಿ ಗಾಂಜಾ ಸಾಗಾಟ ಮಾಡುತ್ತಿದ್ದ ಇಬ್ಬರು ಆರೋಪಿಗಳನ್ನು ಪೊಲೀಸರು ಬಂಧಿಸಿದ್ದಾರೆ. ಆರೋಪಿಗಳಿಂದ 107 ಗ್ರಾಂ ಗಾಂಜಾ ಹಾಗೂ ದ್ವಿಚಕ್ರ ವಾಹನ ವಶಪಡಿಸಿಕೊಳ್ಳಲಾಗಿದೆ. ಖಚಿತ ಮಾಹಿತಿ ಮೇರೆಗೆ ದಾಳಿ ನಡೆಸಿದ ಪೊಲೀಸರು ಆರೋಪಿಗಳನ್ನು ವಶಕ್ಕೆ ಪಡೆದು ಪ್ರಕರಣ ದಾಖಲಿಸಿಕೊಂಡಿದ್ದಾರೆ. ತನಿಖೆ ಮುಂದುವರಿದಿದೆ.: [6, 1061, 234, 1140]
- sculpture-photo: [234, 1674, 342, 1778]
- quote-icon: ❝: [1068, 1154, 1108, 1194]
- paper-name: ಹೊಸ ದಿಗಂತ: [1018, 4, 1133, 34]
- headline-line2: ಬೇಕಿಲ್ಲ: ಡಿ.ಕೆ.ಸುರೇಶ್: [926, 542, 1147, 576]
- banner-label-2: ಸುದ್ದಿ: [110, 528, 142, 552]
- article-body-col3: ಚರ್ಚೆಯಲ್ಲಿ ಪೂರಕವಾಗಿ ರಾಜ್ಯದಲ್ಲಿ ಶ್ರೇಷ್ಠತಾ ಕೇಂದ್ರ ಹಾಗೂ ಜಾಗತಿಕ ಸಾಮರ್ಥ್ಯ ಕೇಂದ್ರಗಳನ್ನು ಸ್ಥಾಪಿಸುವ ಸಾಧ್ಯತೆಗಳನ್ನು ಪರಿಶೀಲಿಸುವಂತೆ ಮನವಿ ಮಾಡಲಾಯಿತು. ಕೃಷಿ ರಾಸಾಯನಿಕ ಮತ್ತು ಬೀಜ ಸಂಶೋಧನಾ ಕಂಪನಿ ಯುಪಿಎಲ್ ಲಿಮಿಟೆಡ್, ಕೃಷಿ ಪರಿಹಾರ ಮತ್ತು ನೀರಾವರಿ ತಂತ್ರಜ್ಞಾನಗಳಲ್ಲಿ ಕರ್ನಾಟಕದಲ್ಲಿ ತನ್ನ ಚಟುವಟಿಕೆ ವಿಸ್ತರಿಸಲು ಆಸಕ್ತಿ ವ್ಯಕ್ತಪಡಿಸಿದೆ. ರಸ್ತೆ ಮಾರುಕಟ್ಟೆಗಳ ಮೌಲ್ಯವರ್ಧನೆ ಮತ್ತು ದಕ್ಷತೆಯ ಕುರಿತು ಚರ್ಚೆ ನಡೆಯಿತು. ನಗರಾಭಿವೃದ್ಧಿ ಇಲಾಖೆ ಹಾಗೂ ಸಾರಿಗೆ ಇಲಾಖೆಯೊಂದಿಗೆ ಸಮನ್ವಯ ಸಾಧಿಸಿ ಯೋಜನೆ ರೂಪಿಸಲಾಗುವುದು ಎಂದು ತಿಳಿಸಲಾಯಿತು.: [692, 793, 912, 912]
- headline-line2: ರಾಜೀವ್‌ಗೌಡಗೆ ಹೈ ತಪರಾಕಿ: [904, 88, 1140, 119]
- article-ashoka: [248, 1110, 642, 1588]
- paper-logo: [950, 0, 1271, 60]
- article-body: [904, 130, 1264, 504]
- headline: ಎಪಿಎಂಸಿ ಅಧಿಕಾರಿಗಳಿಗೆ ಸಚಿವರ ತರಾಟೆ: [656, 1108, 1034, 1141]
- dateline: ಬೆಂಗಳೂರು:: [926, 607, 966, 618]
- brief-headline-1: ಬಿಜೆಪಿ ನೂತನ ಅಧ್ಯಕ್ಷ ನಿತಿನ್ ನಬಿನ್‌ಗೆ ಬಿವೈವಿ ಅಭಿನಂದನೆ: [21, 571, 219, 608]
- minister-quote: [1068, 1150, 1266, 1386]
- dateline: ಬೆಂಗಳೂರು:: [648, 1671, 688, 1682]
- article-body-col2: ರೈತರಿಗೆ ಕುಡಿಯುವ ನೀರು ಕೊಡಿ, ಶೌಚಾಲಯ ವ್ಯವಸ್ಥೆ ಮಾಡಿ ಎಂದು ಎಪಿಎಂಸಿ ಅಧಿಕಾರಿಗಳಿಗೆ ಸಚಿವರು ತರಾಟೆಗೆ ತೆಗೆದುಕೊಂಡರು. ಕೃಷಿ ಮಾರುಕಟ್ಟೆ ಸಚಿವ ಶಿವಾನಂದ ಪಾಟೀಲ ಅವರು ಎಪಿಎಂಸಿ ಅಧಿಕಾರಿಗಳ ಸಭೆ ನಡೆಸಿ, ಮಾರುಕಟ್ಟೆಗಳಲ್ಲಿ ರೈತರಿಗೆ ಮೂಲಸೌಕರ್ಯ ಒದಗಿಸುವಲ್ಲಿ ವಿಫಲರಾಗಿರುವ ಬಗ್ಗೆ ಅಸಮಾಧಾನ ವ್ಯಕ್ತಪಡಿಸಿದರು. ದಲ್ಲಾಳಿಗಳ ಹಾವಳಿ ತಡೆಯಲು ಕ್ರಮ ಕೈಗೊಳ್ಳಬೇಕು, ರೈತರಿಗೆ ಸರಿಯಾದ ಬೆಲೆ ಸಿಗುವಂತೆ ನೋಡಿಕೊಳ್ಳಬೇಕು. ಇ-ಟೆಂಡರ್ ವ್ಯವಸ್ಥೆಯನ್ನು ಸಮರ್ಪಕವಾಗಿ ಜಾರಿಗೆ ತರಬೇಕು. ಕರ್ತವ್ಯ ಲೋಪ ಎಸಗುವ ಅಧಿಕಾರಿಗಳ ವಿರುದ್ಧ ಶಿಸ್ತು ಕ್ರಮ ಕೈಗೊಳ್ಳಲಾಗುವುದು ಎಂದು ಎಚ್ಚರಿಸಿದರು. ಗೋದಾಮುಗಳ ನಿರ್ವಹಣೆ ಹಾಗೂ ಶೀತಲ ಗೃಹಗಳ ಬಳಕೆ ಕುರಿತು ಪರಿಶೀಲನೆ ನಡೆಸಿದರು. ರೈತರ ಉತ್ಪನ್ನಗಳಿಗೆ ನ್ಯಾಯಯುತ ಬೆಲೆ ದೊರಕಿಸಿಕೊಡುವುದು ಇಲಾಖೆಯ ಆದ್ಯತೆಯಾಗಬೇಕು ಎಂದು ಸೂಚಿಸಿದರು.: [860, 1279, 1060, 1466]
- article-apmc: [656, 1110, 1266, 1588]
- article-body-col2: ಈ ಅನುದಾನವನ್ನು ಗ್ರಾಮ ಪಂಚಾಯಿತಿಗಳ ಮಾರ್ಗಸೂಚಿ ಅನ್ವಯ ಗ್ರಾಮ ಸಭೆ ನಡೆಸಿ, ಕ್ರಿಯಾ ಯೋಜನೆ ತಯಾರಿಸಿಕೊಂಡು, ಗ್ರಾಮ ಪಂಚಾಯಿತಿ ಹಂತದಲ್ಲೇ ಕಾಮಗಾರಿ ಅನುಷ್ಠಾನಗೊಳಿಸಲಾಗುತ್ತದೆ. ಕುಡಿಯುವ ನೀರು, ನೈರ್ಮಲ್ಯ ಹಾಗೂ ಘನತ್ಯಾಜ್ಯ ನಿರ್ವಹಣೆಗೆ ಆದ್ಯತೆ ನೀಡಲಾಗಿದೆ. ಕಾಮಗಾರಿಗಳ ಗುಣಮಟ್ಟ ಕಾಪಾಡಲು ಸಾಮಾಜಿಕ ಲೆಕ್ಕಪರಿಶೋಧನೆ ನಡೆಸಲಾಗುತ್ತಿದೆ.: [800, 1827, 1026, 1906]
- body-text: ಶಿಡ್ಲಘಟ್ಟ ನಗರಸಭೆ ಪೌರಾಯುಕ್ತೆಗೆ ಬೆದರಿಕೆ ಹಾಕಿದ ಪ್ರಕರಣದಲ್ಲಿ ಕಾಂಗ್ರೆಸ್ ಮುಖಂಡ ರಾಜೀವ್‌ಗೌಡ ವಿರುದ್ಧ ದಾಖಲಾಗಿದ್ದ ಎಫ್‌ಐಆರ್ ರದ್ದು ಕೋರಿ ಹೈಕೋರ್ಟ್‌ಗೆ ಸಲ್ಲಿಸಿದ್ದ ಅರ್ಜಿ ವಿಚಾರಣೆ ನಡೆಸಿದ ನ್ಯಾಯಾಲಯ ತೀವ್ರ ತರಾಟೆಗೆ ತೆಗೆದುಕೊಂಡಿತು. ಸರ್ಕಾರಿ ಅಧಿಕಾರಿಗಳಿಗೆ ಬೆದರಿಕೆ ಹಾಕುವುದು ಸರಿಯಲ್ಲ, ಇಂತಹ ವರ್ತನೆ ಸಹಿಸಲು ಸಾಧ್ಯವಿಲ್ಲ ಎಂದು ನ್ಯಾ.ಎಂ.ನಾಗಪ್ರಸನ್ನ ಅವರಿದ್ದ ಏಕಸದಸ್ಯ ಪೀಠ ಅಭಿಪ್ರಾಯಪಟ್ಟಿತು. ಅರ್ಜಿದಾರರ ಪರ ವಕೀಲರು ಮಧ್ಯಂತರ ರಕ್ಷಣೆ ನೀಡುವಂತೆ ಮನವಿ ಮಾಡಿದರು. ಆದರೆ ಈ ಹಂತದಲ್ಲಿ ಯಾವುದೇ ಮಧ್ಯಂತರ ಆದೇಶ ನೀಡಲು ನಿರಾಕರಿಸಿದ ನ್ಯಾಯಪೀಠ, ಸರ್ಕಾರಕ್ಕೆ ನೋಟಿಸ್ ಜಾರಿ ಮಾಡಿ ವಿಚಾರಣೆಯನ್ನು ಮುಂದೂಡಿತು. ಈ ವೇಳೆ ನ್ಯಾ.ಎಂ.ನಾಗಪ್ರಸನ್ನ ಅವರಿದ್ದ ಹೈಕೋರ್ಟ್ ಪೀಠ, ಆರ್ಜಿದಾರರ ವಿರುದ್ಧ ಬಿಎನ್‌ಎಸ್ ಸೆಕ್ಷನ್ 74, 79 ಏಕೆ ಹಾಕಬಾರದು ಎಂದು ಪ್ರಶ್ನಿಸಿತು. ಪ್ರಕರಣದ ತನಿಖೆ ಮುಂದುವರಿಸಲು ಪೊಲೀಸರಿಗೆ ಅವಕಾಶ ನೀಡಲಾಗಿದ್ದು, ಮುಂದಿನ ವಿಚಾರಣೆ ವೇಳೆ ಸರ್ಕಾರ ತನ್ನ ಆಕ್ಷೇಪಣೆ ಸಲ್ಲಿಸುವಂತೆ ಸೂಚಿಸಲಾಗಿದೆ. ರಾಜೀವ್ ಗೌಡ ಅವರು ನಾಪತ್ತೆಯಾಗಿದ್ದು, ಪೊಲೀಸರು ಅವರ ಬಂಧನಕ್ಕಾಗಿ ಶೋಧ ಕಾರ್ಯ ನಡೆಸುತ್ತಿದ್ದಾರೆ ಎಂದು ಮೂಲಗಳು ತಿಳಿಸಿವೆ.: [904, 131, 1264, 304]
- brief-body-2: [6, 1060, 234, 1304]
- dateline: ಪುತ್ತೂರು:: [6, 1061, 38, 1072]
- om-lights-icon: [366, 66, 888, 468]
